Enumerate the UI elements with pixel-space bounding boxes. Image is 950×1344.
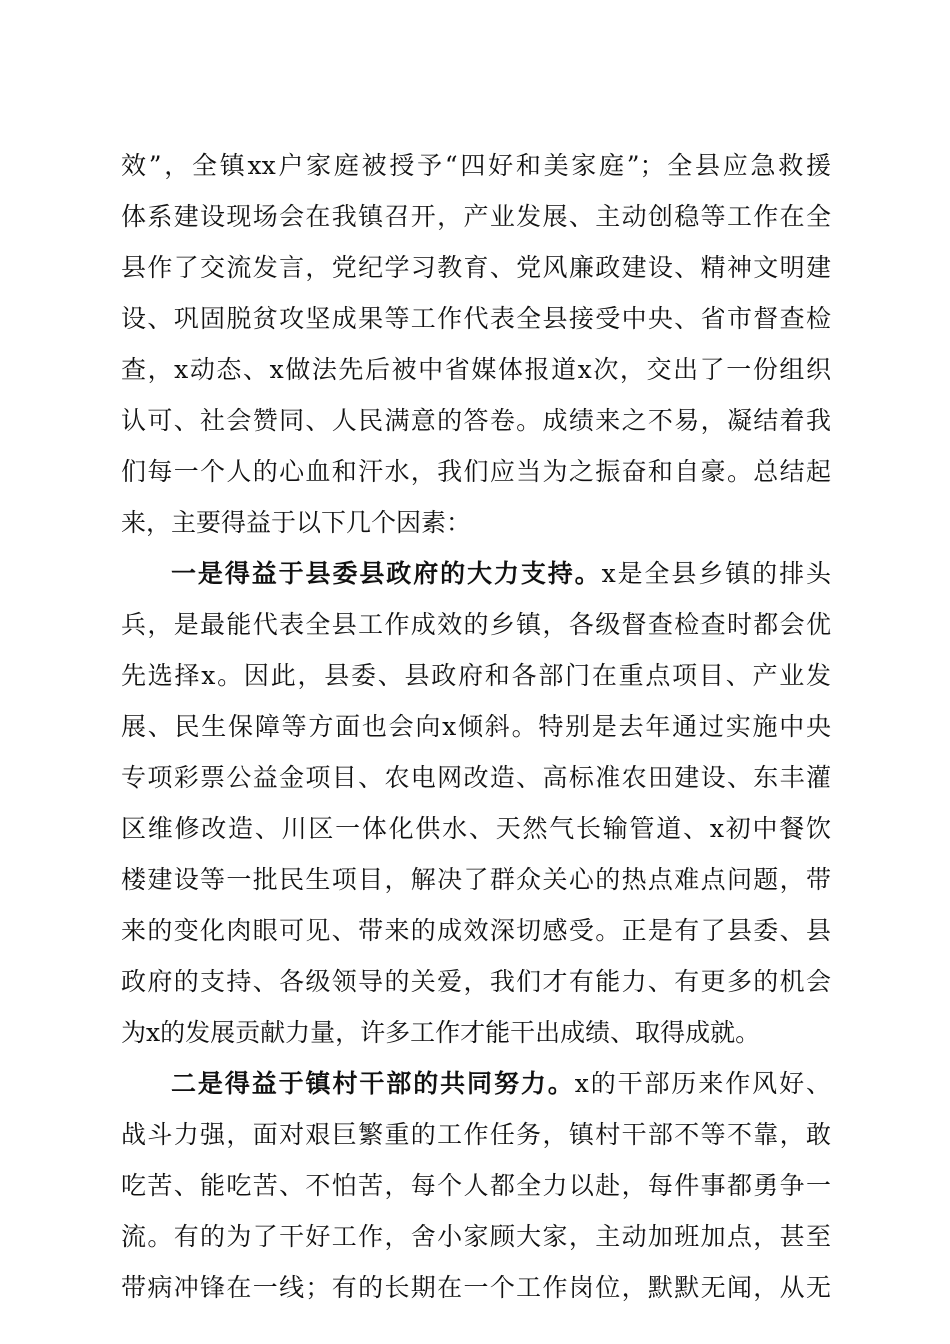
body-text — [121, 140, 831, 1313]
paragraph-heading-line — [121, 1058, 831, 1109]
text-line: 为x的发展贡献力量，许多工作才能干出成绩、取得成就。 — [121, 1018, 761, 1047]
paragraph-lead-rest: x的干部历来作风好、 — [574, 1069, 831, 1098]
paragraph-lead: 一是得益于县委县政府的大力支持。 — [171, 559, 602, 588]
text-line: 战斗力强，面对艰巨繁重的工作任务，镇村干部不等不靠，敢 — [121, 1120, 831, 1149]
text-line: 专项彩票公益金项目、农电网改造、高标准农田建设、东丰灌 — [121, 763, 831, 792]
text-line: 查，x动态、x做法先后被中省媒体报道x次，交出了一份组织 — [121, 355, 831, 384]
text-line: 吃苦、能吃苦、不怕苦，每个人都全力以赴，每件事都勇争一 — [121, 1171, 831, 1200]
text-line: 区维修改造、川区一体化供水、天然气长输管道、x初中餐饮 — [121, 814, 831, 843]
text-line: 展、民生保障等方面也会向x倾斜。特别是去年通过实施中央 — [121, 712, 831, 741]
paragraph-lead-rest: x是全县乡镇的排头 — [601, 559, 831, 588]
text-line: 设、巩固脱贫攻坚成果等工作代表全县接受中央、省市督查检 — [121, 304, 831, 333]
paragraph-lead: 二是得益于镇村干部的共同努力。 — [171, 1069, 575, 1098]
text-line: 体系建设现场会在我镇召开，产业发展、主动创稳等工作在全 — [121, 202, 831, 231]
text-line: 流。有的为了干好工作，舍小家顾大家，主动加班加点，甚至 — [121, 1222, 831, 1251]
text-line: 带病冲锋在一线；有的长期在一个工作岗位，默默无闻，从无 — [121, 1273, 831, 1302]
text-line: 兵，是最能代表全县工作成效的乡镇，各级督查检查时都会优 — [121, 610, 831, 639]
text-line: 效”，全镇xx户家庭被授予“四好和美家庭”；全县应急救援 — [121, 151, 831, 180]
paragraph-heading-line — [121, 548, 831, 599]
text-line: 认可、社会赞同、人民满意的答卷。成绩来之不易，凝结着我 — [121, 406, 831, 435]
text-line: 县作了交流发言，党纪学习教育、党风廉政建设、精神文明建 — [121, 253, 831, 282]
text-line: 楼建设等一批民生项目，解决了群众关心的热点难点问题，带 — [121, 865, 831, 894]
text-line: 们每一个人的心血和汗水，我们应当为之振奋和自豪。总结起 — [121, 457, 831, 486]
text-line: 来，主要得益于以下几个因素： — [121, 508, 472, 537]
text-line: 政府的支持、各级领导的关爱，我们才有能力、有更多的机会 — [121, 967, 831, 996]
text-line: 先选择x。因此，县委、县政府和各部门在重点项目、产业发 — [121, 661, 831, 690]
text-line: 来的变化肉眼可见、带来的成效深切感受。正是有了县委、县 — [121, 916, 831, 945]
